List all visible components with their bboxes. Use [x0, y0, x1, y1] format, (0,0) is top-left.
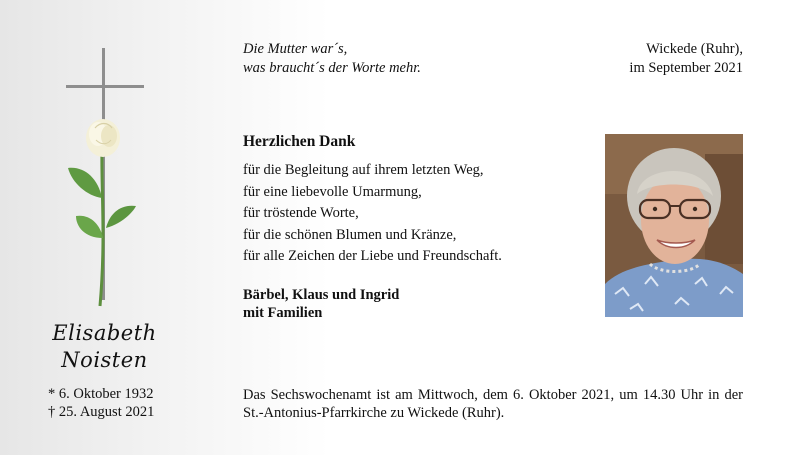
notice-line-1: Das Sechswochenamt ist am Mittwoch, dem 6. Oktober 2021, um 14.30 Uhr in der [243, 387, 743, 403]
memorial-service-notice [243, 386, 743, 422]
thanks-line: für die Begleitung auf ihrem letzten Weg, [243, 162, 484, 178]
deceased-name [22, 320, 187, 374]
signatories-line-2: mit Familien [243, 305, 323, 321]
last-name: Noisten [61, 348, 148, 372]
first-name: Elisabeth [52, 321, 157, 345]
death-date: † 25. August 2021 [48, 404, 155, 420]
thanks-line: für eine liebevolle Umarmung, [243, 183, 422, 200]
motto-line-2: was braucht´s der Worte mehr. [243, 60, 421, 76]
motto-line-1: Die Mutter war´s, [243, 41, 348, 57]
thanks-heading: Herzlichen Dank [243, 133, 356, 150]
place-and-date [629, 40, 743, 78]
motto [243, 40, 421, 78]
thanks-line: für alle Zeichen der Liebe und Freundschaft. [243, 248, 502, 264]
thanks-lines [243, 160, 502, 268]
cross-with-rose-emblem [62, 48, 152, 310]
birth-date: * 6. Oktober 1932 [48, 386, 154, 402]
signatories-line-1: Bärbel, Klaus und Ingrid [243, 287, 400, 303]
notice-line-2: St.-Antonius-Pfarrkirche zu Wickede (Ruhr). [243, 405, 505, 421]
life-dates [48, 385, 154, 421]
rose-icon [68, 119, 136, 306]
portrait-photo [605, 134, 743, 317]
thanks-line: für tröstende Worte, [243, 205, 359, 221]
thanks-line: für die schönen Blumen und Kränze, [243, 226, 457, 243]
signatories [243, 286, 399, 322]
place-line: Wickede (Ruhr), [646, 41, 743, 57]
date-line: im September 2021 [629, 60, 743, 76]
